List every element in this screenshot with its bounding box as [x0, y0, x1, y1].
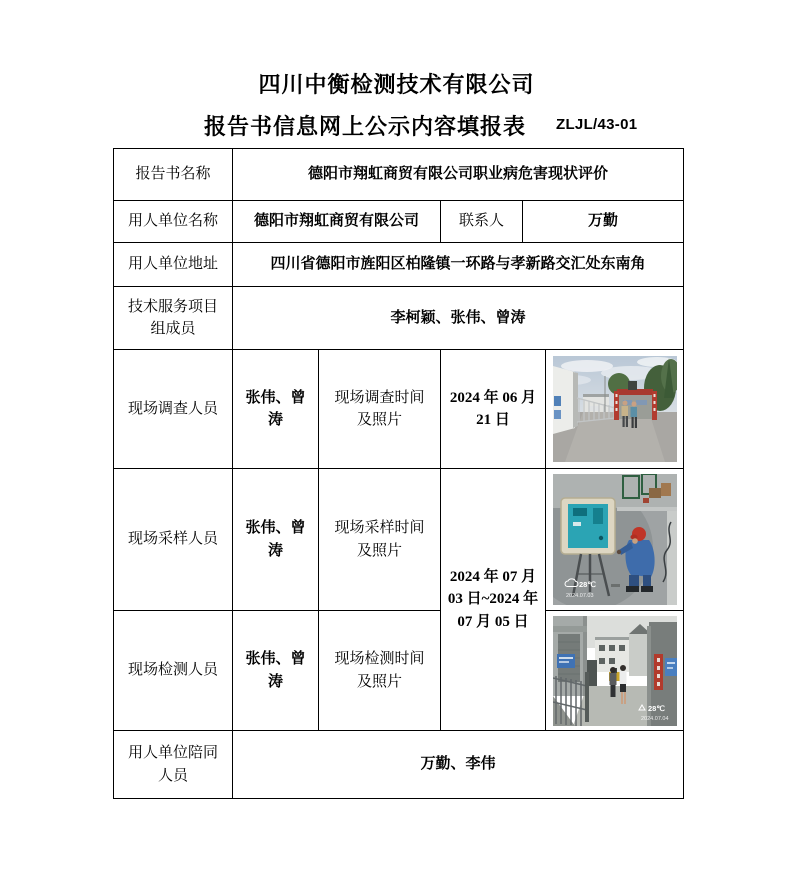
- sampling-testing-time: 2024 年 07 月 03 日~2024 年 07 月 05 日: [441, 469, 546, 731]
- testing-watermark-date: 2024.07.04: [640, 715, 669, 722]
- form-code: ZLJL/43-01: [556, 116, 638, 133]
- escort-value: 万勤、李伟: [233, 731, 684, 799]
- contact-value: 万勤: [523, 201, 684, 243]
- testing-members: 张伟、曾涛: [233, 611, 319, 731]
- report-name-value: 德阳市翔虹商贸有限公司职业病危害现状评价: [233, 149, 684, 201]
- sampling-photo: [553, 474, 677, 605]
- row-employer-address: [114, 243, 684, 287]
- contact-label: 联系人: [441, 201, 523, 243]
- project-team-value: 李柯颖、张伟、曾涛: [233, 287, 684, 350]
- testing-label: 现场检测人员: [114, 611, 233, 731]
- company-title: 四川中衡检测技术有限公司: [258, 72, 535, 97]
- sampling-members: 张伟、曾涛: [233, 469, 319, 611]
- sampling-watermark-temp: 28℃: [578, 580, 596, 589]
- survey-photo-cell: [546, 350, 684, 469]
- row-sampling: [114, 469, 684, 611]
- survey-label: 现场调查人员: [114, 350, 233, 469]
- row-testing: [114, 611, 684, 731]
- report-name-label: 报告书名称: [114, 149, 233, 201]
- report-info-table: [113, 148, 684, 799]
- survey-time-label: 现场调查时间及照片: [319, 350, 441, 469]
- project-team-label: 技术服务项目组成员: [114, 287, 233, 350]
- survey-photo: [553, 356, 677, 462]
- escort-label: 用人单位陪同人员: [114, 731, 233, 799]
- form-title: 报告书信息网上公示内容填报表: [203, 114, 526, 139]
- row-survey: [114, 350, 684, 469]
- sampling-time-label: 现场采样时间及照片: [319, 469, 441, 611]
- sampling-label: 现场采样人员: [114, 469, 233, 611]
- employer-address-label: 用人单位地址: [114, 243, 233, 287]
- testing-photo: [553, 616, 677, 726]
- row-employer-name: [114, 201, 684, 243]
- row-report-name: [114, 149, 684, 201]
- testing-photo-cell: [546, 611, 684, 731]
- survey-members: 张伟、曾涛: [233, 350, 319, 469]
- row-escort: [114, 731, 684, 799]
- form-title-row: [0, 110, 793, 138]
- employer-address-value: 四川省德阳市旌阳区柏隆镇一环路与孝新路交汇处东南角: [233, 243, 684, 287]
- sampling-watermark-date: 2024.07.03: [565, 593, 594, 599]
- testing-time-label: 现场检测时间及照片: [319, 611, 441, 731]
- row-project-team: [114, 287, 684, 350]
- sampling-photo-cell: [546, 469, 684, 611]
- employer-name-label: 用人单位名称: [114, 201, 233, 243]
- survey-time: 2024 年 06 月 21 日: [441, 350, 546, 469]
- employer-name-value: 德阳市翔虹商贸有限公司: [233, 201, 441, 243]
- testing-watermark-temp: 28℃: [647, 703, 665, 713]
